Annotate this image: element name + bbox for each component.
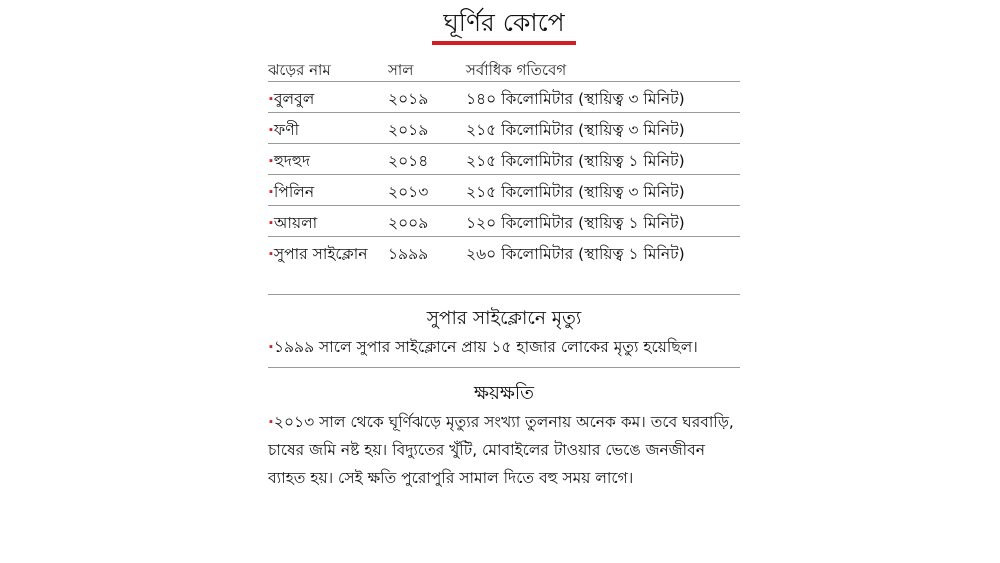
bullet-icon: ·	[268, 152, 274, 170]
infographic-panel	[268, 6, 740, 492]
cyclone-year: ১৯৯৯	[388, 245, 429, 263]
header-speed: সর্বাধিক গতিবেগ	[466, 61, 567, 79]
cyclone-year: ২০১৩	[388, 183, 429, 201]
bullet-icon: ·	[268, 413, 274, 431]
header-year: সাল	[388, 61, 414, 79]
table-row	[268, 205, 740, 236]
cyclone-speed: ২১৫ কিলোমিটার (স্থায়িত্ব ৩ মিনিট)	[466, 183, 685, 201]
header-name: ঝড়ের নাম	[268, 61, 331, 79]
deaths-paragraph: ১৯৯৯ সালে সুপার সাইক্লোনে প্রায় ১৫ হাজার লোকের মৃত্যু হয়েছিল।	[273, 338, 698, 356]
table-row	[268, 143, 740, 174]
cyclone-speed: ২১৫ কিলোমিটার (স্থায়িত্ব ৩ মিনিট)	[466, 121, 685, 139]
bullet-icon: ·	[268, 338, 274, 356]
cyclone-speed: ১২০ কিলোমিটার (স্থায়িত্ব ১ মিনিট)	[466, 214, 685, 232]
bullet-icon: ·	[268, 90, 274, 108]
bullet-icon: ·	[268, 121, 274, 139]
divider	[268, 367, 740, 368]
cyclone-name: আয়লা	[273, 214, 318, 232]
table-row	[268, 236, 740, 294]
section-text-damage	[268, 408, 740, 492]
section-title-damage: ক্ষয়ক্ষতি	[473, 383, 535, 404]
section-text-deaths	[268, 333, 740, 361]
table-row	[268, 81, 740, 112]
cyclone-year: ২০১৯	[388, 121, 429, 139]
title-underline	[432, 41, 576, 45]
cyclone-name: সুপার সাইক্লোন	[273, 245, 368, 263]
cyclone-name: হুদহুদ	[273, 152, 310, 170]
table-header	[268, 59, 740, 81]
divider	[268, 294, 740, 295]
table-row	[268, 174, 740, 205]
cyclone-name: বুলবুল	[273, 90, 315, 108]
bullet-icon: ·	[268, 183, 274, 201]
bullet-icon: ·	[268, 214, 274, 232]
cyclone-year: ২০০৯	[388, 214, 429, 232]
damage-paragraph: ২০১৩ সাল থেকে ঘূর্ণিঝড়ে মৃত্যুর সংখ্যা তুলনায় অনেক কম। তবে ঘরবাড়ি, চাষের জমি নষ্ট হয়। বিদ্যুতের খুঁটি, মোবাইলের টাওয়ার ভেঙে জনজীবন ব্যাহত হয়। সেই ক্ষতি পুরোপুরি সামাল দিতে বহু সময় লাগে।	[268, 413, 734, 487]
section-title-deaths: সুপার সাইক্লোনে মৃত্যু	[426, 308, 582, 329]
page-title: ঘূর্ণির কোপে	[443, 8, 565, 37]
cyclone-year: ২০১৪	[388, 152, 429, 170]
bullet-icon: ·	[268, 245, 274, 263]
cyclone-name: পিলিন	[273, 183, 315, 201]
cyclone-year: ২০১৯	[388, 90, 429, 108]
cyclone-speed: ২৬০ কিলোমিটার (স্থায়িত্ব ১ মিনিট)	[466, 245, 685, 263]
cyclone-speed: ২১৫ কিলোমিটার (স্থায়িত্ব ১ মিনিট)	[466, 152, 685, 170]
table-row	[268, 112, 740, 143]
cyclone-speed: ১৪০ কিলোমিটার (স্থায়িত্ব ৩ মিনিট)	[466, 90, 685, 108]
cyclone-name: ফণী	[273, 121, 300, 139]
